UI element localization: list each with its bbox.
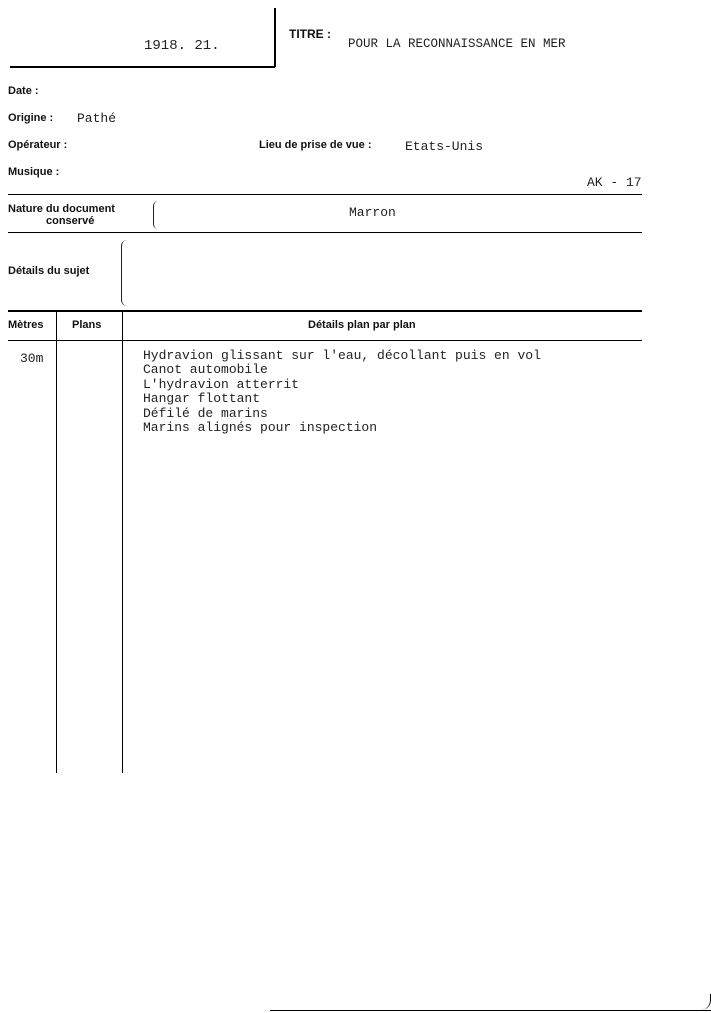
shot-details-list — [143, 349, 541, 435]
col-metres-header: Mètres — [8, 319, 44, 331]
date-label: Date : — [8, 85, 39, 97]
shot-line: Marins alignés pour inspection — [143, 420, 378, 436]
nature-label-line2: conservé — [46, 215, 95, 227]
shot-line: Hydravion glissant sur l'eau, décollant puis en vol — [143, 348, 541, 363]
nature-value: Marron — [349, 205, 396, 220]
table-top-rule — [8, 310, 642, 312]
origine-label: Origine : — [8, 112, 54, 124]
page-corner-curl — [700, 994, 711, 1010]
header-vertical-divider — [274, 8, 276, 67]
table-header-rule — [8, 340, 642, 341]
col-plans-header: Plans — [72, 319, 102, 331]
archive-code: AK - 17 — [587, 175, 642, 190]
reference-number: 1918. 21. — [144, 38, 220, 54]
page-bottom-edge — [270, 1010, 711, 1011]
shot-line: L'hydravion atterrit — [143, 376, 300, 392]
nature-top-rule — [8, 194, 642, 195]
nature-brace — [153, 201, 158, 229]
nature-label-line1: Nature du document — [8, 203, 115, 215]
nature-bottom-rule — [8, 232, 642, 233]
details-sujet-label: Détails du sujet — [8, 265, 90, 277]
lieu-label: Lieu de prise de vue : — [259, 139, 372, 151]
details-sujet-brace — [121, 240, 127, 306]
titre-value: POUR LA RECONNAISSANCE EN MER — [348, 37, 566, 51]
lieu-value: Etats-Unis — [405, 139, 484, 154]
col-divider-metres-plans — [56, 312, 57, 773]
shot-line: Canot automobile — [143, 362, 268, 378]
col-divider-plans-details — [122, 312, 123, 773]
operateur-label: Opérateur : — [8, 139, 68, 151]
col-details-header: Détails plan par plan — [308, 319, 416, 331]
origine-value: Pathé — [77, 111, 117, 126]
musique-label: Musique : — [8, 166, 60, 178]
shot-line: Hangar flottant — [143, 391, 261, 407]
header-bottom-rule — [10, 66, 275, 68]
metres-value: 30m — [20, 351, 44, 366]
shot-line: Défilé de marins — [143, 405, 268, 421]
titre-label: TITRE : — [289, 27, 331, 41]
